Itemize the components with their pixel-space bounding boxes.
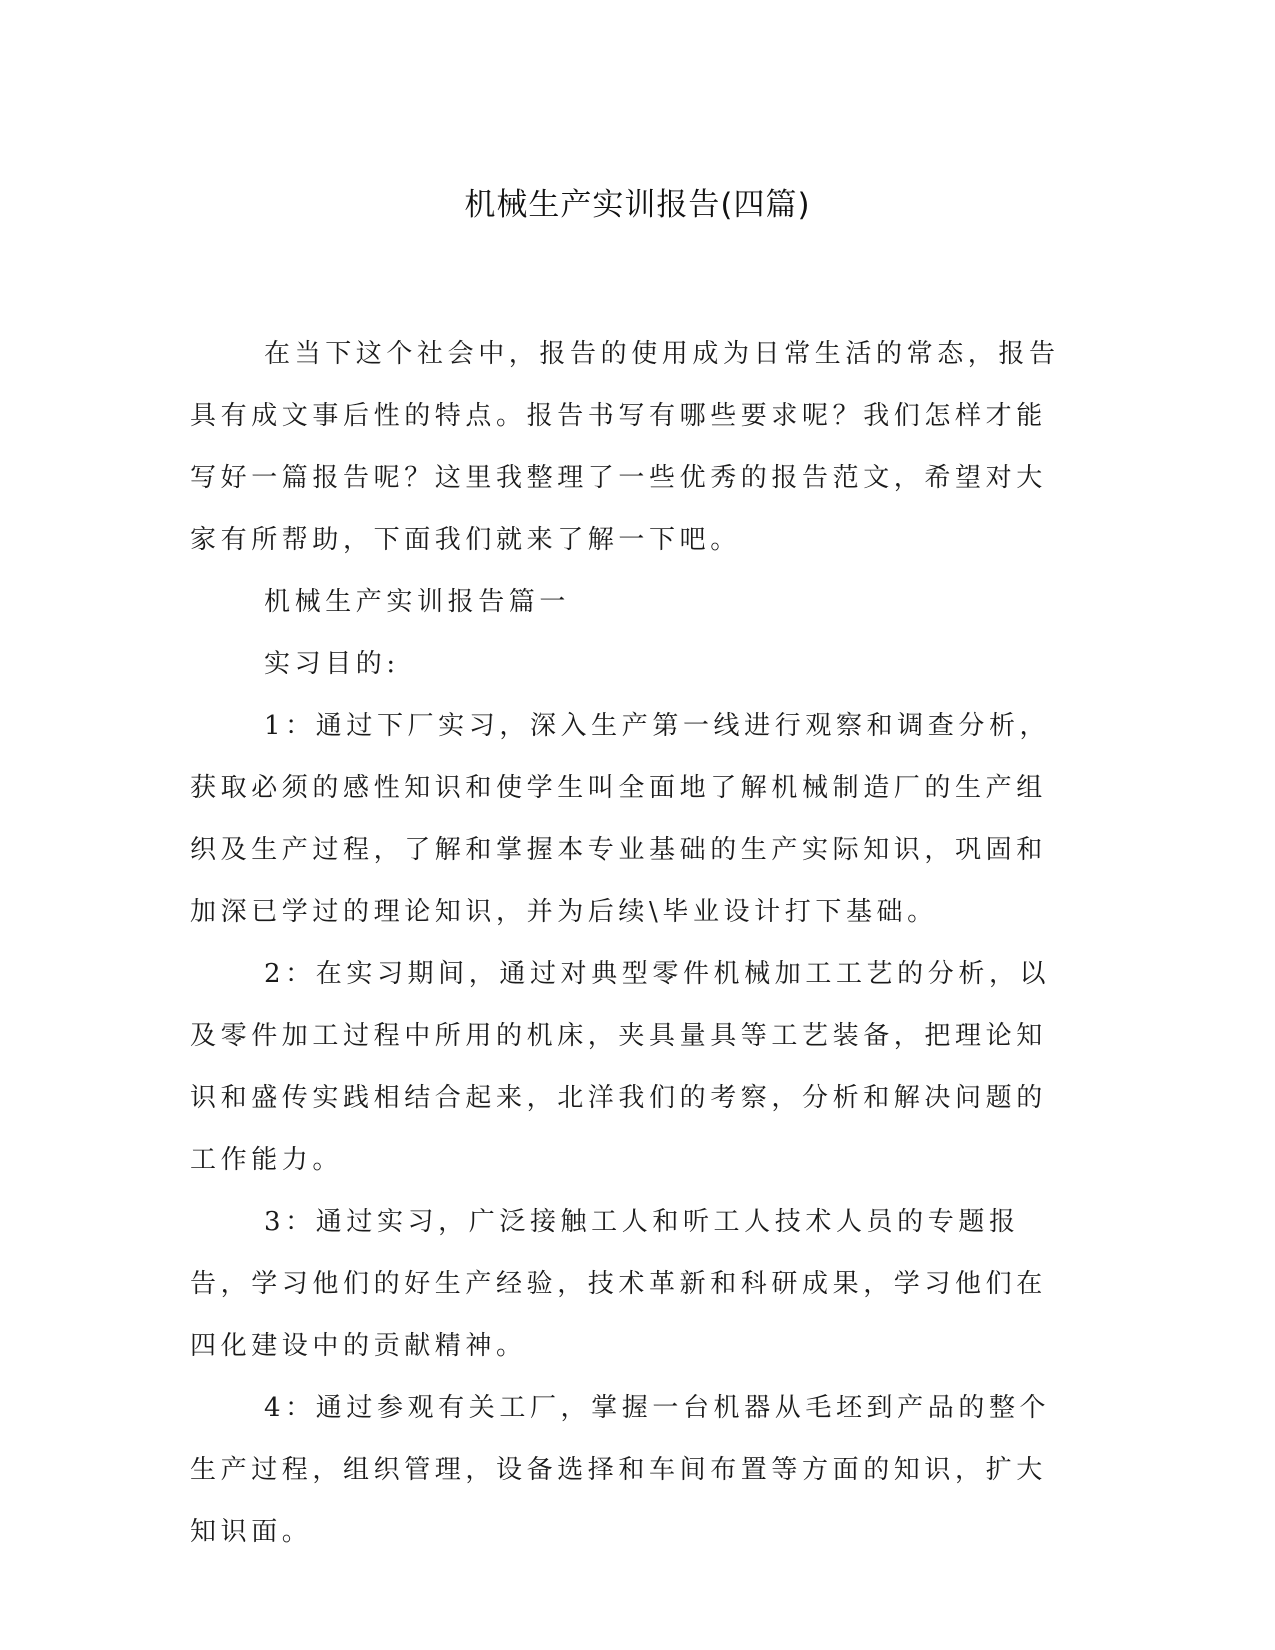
section-heading: 机械生产实训报告篇一 [264, 587, 571, 617]
document-body [190, 323, 1065, 1563]
list-item-2: 2：在实习期间，通过对典型零件机械加工工艺的分析，以及零件加工过程中所用的机床，夹具量具等工艺装备，把理论知识和盛传实践相结合起来，北洋我们的考察，分析和解决问题的工作能力。 [190, 959, 1051, 1175]
list-item-1: 1：通过下厂实习，深入生产第一线进行观察和调查分析，获取必须的感性知识和使学生叫全面地了解机械制造厂的生产组织及生产过程，了解和掌握本专业基础的生产实际知识，巩固和加深已学过的理论知识，并为后续\毕业设计打下基础。 [190, 711, 1051, 927]
subsection-heading: 实习目的: [264, 649, 400, 679]
intro-paragraph: 在当下这个社会中，报告的使用成为日常生活的常态，报告具有成文事后性的特点。报告书写有哪些要求呢？我们怎样才能写好一篇报告呢？这里我整理了一些优秀的报告范文，希望对大家有所帮助，下面我们就来了解一下吧。 [190, 339, 1060, 555]
list-item-4: 4：通过参观有关工厂，掌握一台机器从毛坯到产品的整个生产过程，组织管理，设备选择和车间布置等方面的知识，扩大知识面。 [190, 1393, 1051, 1547]
document-title: 机械生产实训报告(四篇) [464, 187, 811, 223]
list-item-3: 3：通过实习，广泛接触工人和听工人技术人员的专题报告，学习他们的好生产经验，技术革新和科研成果，学习他们在四化建设中的贡献精神。 [190, 1207, 1047, 1361]
